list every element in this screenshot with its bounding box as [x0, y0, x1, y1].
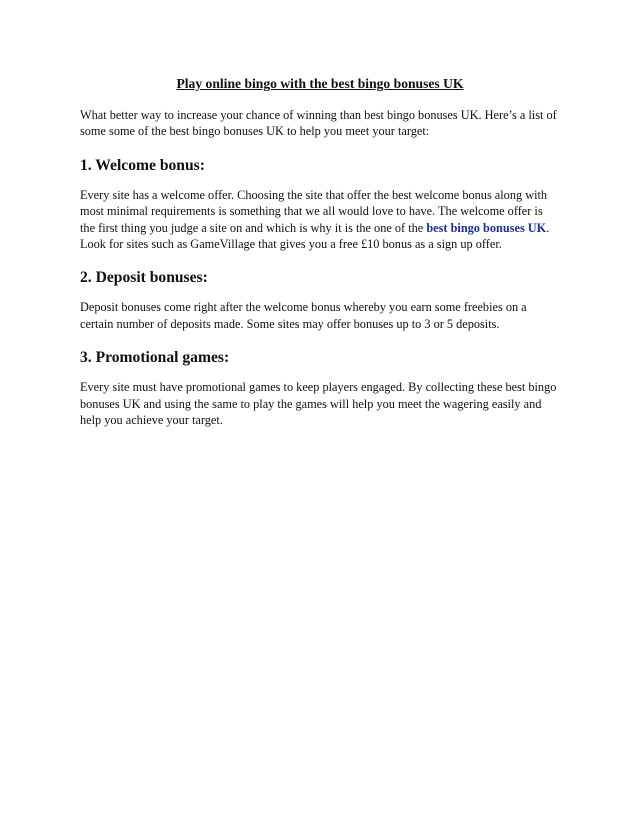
document-body [80, 75, 560, 428]
best-bingo-bonuses-link[interactable]: best bingo bonuses UK [426, 220, 547, 235]
section-heading-welcome-bonus: 1. Welcome bonus: [80, 156, 205, 174]
page-title: Play online bingo with the best bingo bonuses UK [176, 76, 464, 91]
welcome-bonus-text-after-link: . Look for sites such as GameVillage that gives you a free £10 bonus as a sign up offer. [80, 220, 550, 252]
promotional-games-paragraph: Every site must have promotional games to keep players engaged. By collecting these best bingo bonuses UK and using the same to play the games will help you meet the wagering easily and help you achieve your target. [80, 380, 557, 428]
section-heading-promotional-games: 3. Promotional games: [80, 349, 230, 367]
welcome-bonus-text-before-link: Every site has a welcome offer. Choosing the site that offer the best welcome bonus along with most minimal requirements is something that we all would love to have. The welcome offer is the first thing you judge a site on and which is why it is the one of the [80, 187, 548, 235]
section-heading-deposit-bonuses: 2. Deposit bonuses: [80, 269, 208, 287]
deposit-bonuses-paragraph: Deposit bonuses come right after the welcome bonus whereby you earn some freebies on a certain number of deposits made. Some sites may offer bonuses up to 3 or 5 deposits. [80, 300, 527, 331]
intro-paragraph: What better way to increase your chance of winning than best bingo bonuses UK. Here’s a list of some some of the best bingo bonuses UK to help you meet your target: [80, 108, 557, 139]
welcome-bonus-paragraph [80, 187, 560, 253]
